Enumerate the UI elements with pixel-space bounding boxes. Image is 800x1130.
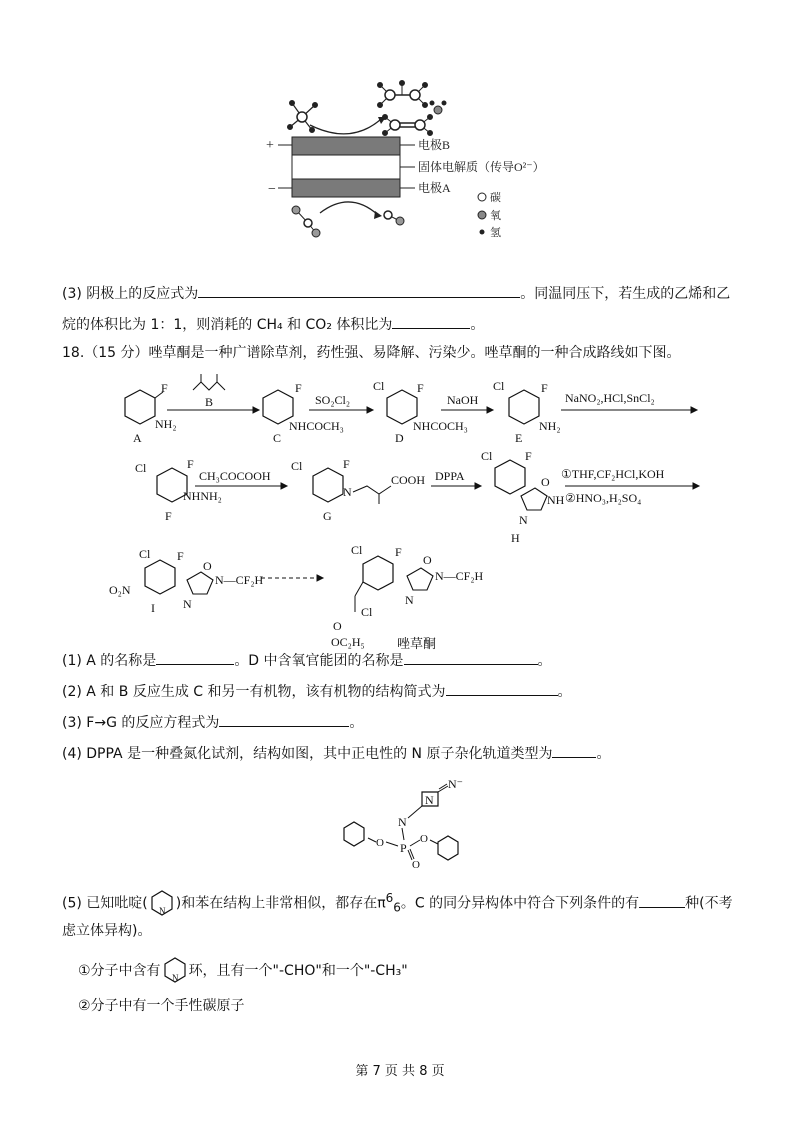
q18-4-text-b: 。 bbox=[596, 746, 611, 762]
svg-text:O: O bbox=[203, 559, 212, 573]
hydrogen-legend-icon bbox=[480, 230, 485, 235]
acetic-anhydride-icon bbox=[193, 374, 225, 390]
electrode-b-label: 电极B bbox=[418, 138, 451, 152]
svg-text:COOH: COOH bbox=[391, 473, 426, 487]
svg-text:N⁻: N⁻ bbox=[448, 777, 463, 791]
svg-text:N—CF₂H: N—CF₂H bbox=[435, 569, 484, 583]
oxygen-legend-icon bbox=[478, 211, 486, 219]
electrode-b bbox=[292, 137, 400, 155]
co-molecule-icon bbox=[384, 211, 404, 225]
reagent-step2: ②HNO₃,H₂SO₄ bbox=[565, 491, 642, 505]
svg-text:O: O bbox=[423, 553, 432, 567]
reagent-pyruvic: CH₃COCOOH bbox=[199, 469, 271, 483]
label-e: E bbox=[515, 431, 523, 445]
structure-product bbox=[331, 543, 484, 651]
q18-4 bbox=[62, 743, 610, 764]
q18-3-text-a: (3) F→G 的反应方程式为 bbox=[62, 715, 220, 731]
label-h: H bbox=[511, 531, 520, 545]
label-d: D bbox=[395, 431, 404, 445]
label-c: C bbox=[273, 431, 282, 445]
methane-molecule-icon bbox=[288, 101, 318, 133]
q17-3-text-c: 烷的体积比为 1：1，则消耗的 CH₄ 和 CO₂ 体积比为 bbox=[62, 317, 393, 333]
svg-text:NH₂: NH₂ bbox=[155, 417, 177, 431]
q18-5-line2: 虑立体异构)。 bbox=[62, 923, 152, 939]
electrolysis-figure bbox=[260, 75, 580, 245]
structure-f bbox=[135, 457, 222, 523]
answer-blank[interactable] bbox=[552, 743, 596, 758]
q18-4-text-a: (4) DPPA 是一种叠氮化试剂，结构如图，其中正电性的 N 原子杂化轨道类型为 bbox=[62, 746, 553, 762]
label-i: I bbox=[151, 601, 155, 615]
svg-text:Cl: Cl bbox=[361, 605, 373, 619]
svg-text:N: N bbox=[398, 815, 407, 829]
label-f: F bbox=[165, 509, 172, 523]
structure-d bbox=[373, 379, 468, 445]
answer-blank[interactable] bbox=[156, 650, 234, 665]
electrode-a-label: 电极A bbox=[418, 181, 451, 195]
q18-5-text-a: (5) 已知吡啶( bbox=[62, 895, 148, 912]
reagent-naoh: NaOH bbox=[447, 393, 479, 407]
q17-3-text-a: (3) 阴极上的反应式为 bbox=[62, 286, 199, 302]
svg-text:Cl: Cl bbox=[493, 379, 505, 393]
svg-text:N: N bbox=[343, 485, 352, 499]
q18-5-text-c: 。C 的同分异构体中符合下列条件的有 bbox=[400, 895, 640, 912]
svg-text:O: O bbox=[420, 833, 428, 845]
co2-molecule-icon bbox=[292, 206, 320, 237]
legend-carbon: 碳 bbox=[490, 192, 501, 204]
q18-2-text-b: 。 bbox=[557, 684, 572, 700]
svg-text:F: F bbox=[295, 381, 302, 395]
svg-text:F: F bbox=[343, 457, 350, 471]
structure-h bbox=[481, 449, 565, 545]
svg-text:Cl: Cl bbox=[139, 547, 151, 561]
answer-blank[interactable] bbox=[404, 650, 538, 665]
condition-2: ②分子中有一个手性碳原子 bbox=[78, 998, 245, 1014]
svg-text:F: F bbox=[525, 449, 532, 463]
condition-1 bbox=[78, 956, 408, 986]
svg-text:O₂N: O₂N bbox=[109, 583, 131, 597]
svg-text:P: P bbox=[400, 841, 407, 855]
q17-3-line1 bbox=[62, 283, 730, 304]
svg-text:O: O bbox=[333, 619, 342, 633]
q18-5-text-d: 种(不考 bbox=[685, 895, 733, 912]
svg-text:Cl: Cl bbox=[291, 459, 303, 473]
structure-e bbox=[493, 379, 561, 445]
answer-blank[interactable] bbox=[219, 712, 349, 727]
svg-text:O: O bbox=[541, 475, 550, 489]
label-product: 唑草酮 bbox=[397, 636, 437, 651]
svg-text:F: F bbox=[395, 545, 402, 559]
structure-a bbox=[125, 381, 177, 445]
svg-text:N: N bbox=[519, 513, 528, 527]
electrode-a bbox=[292, 179, 400, 197]
structure-i bbox=[109, 547, 264, 615]
svg-text:Cl: Cl bbox=[135, 461, 147, 475]
q18-1-text-a: (1) A 的名称是 bbox=[62, 653, 157, 669]
plus-sign: + bbox=[266, 138, 274, 153]
answer-blank[interactable] bbox=[392, 314, 470, 329]
answer-blank[interactable] bbox=[198, 283, 520, 298]
svg-text:F: F bbox=[541, 381, 548, 395]
q18-2 bbox=[62, 681, 572, 702]
svg-text:Cl: Cl bbox=[373, 379, 385, 393]
svg-text:NH₂: NH₂ bbox=[539, 419, 561, 433]
svg-text:N: N bbox=[405, 593, 414, 607]
synthesis-route bbox=[95, 368, 715, 668]
condition-1-text-b: 环，且有一个"-CHO"和一个"-CH₃" bbox=[188, 963, 408, 979]
q17-3-text-d: 。 bbox=[470, 317, 485, 333]
answer-blank[interactable] bbox=[639, 893, 685, 908]
answer-blank[interactable] bbox=[446, 681, 558, 696]
svg-text:NHCOCH₃: NHCOCH₃ bbox=[413, 419, 468, 433]
q18-1 bbox=[62, 650, 552, 671]
pyridine-icon bbox=[161, 956, 189, 986]
page-footer: 第 7 页 共 8 页 bbox=[355, 1064, 445, 1079]
carbon-legend-icon bbox=[478, 193, 486, 201]
svg-text:Cl: Cl bbox=[481, 449, 493, 463]
q18-1-text-c: 。 bbox=[537, 653, 552, 669]
pyridine-icon bbox=[148, 889, 176, 919]
q18-1-text-b: 。D 中含氧官能团的名称是 bbox=[234, 653, 404, 669]
q18-5-line1 bbox=[62, 888, 733, 919]
minus-sign: − bbox=[268, 182, 276, 197]
dppa-structure bbox=[338, 776, 468, 868]
reagent-so2cl2: SO₂Cl₂ bbox=[315, 393, 351, 407]
svg-text:F: F bbox=[187, 457, 194, 471]
pi-superscript: 6 bbox=[385, 891, 394, 905]
label-b: B bbox=[205, 395, 214, 409]
label-a: A bbox=[133, 431, 142, 445]
svg-text:OC₂H₅: OC₂H₅ bbox=[331, 635, 365, 649]
svg-text:Cl: Cl bbox=[351, 543, 363, 557]
svg-text:N—CF₂H: N—CF₂H bbox=[215, 573, 264, 587]
svg-text:NHNH₂: NHNH₂ bbox=[183, 489, 222, 503]
label-g: G bbox=[323, 509, 332, 523]
q18-3 bbox=[62, 712, 363, 733]
reagent-step1: ①THF,CF₂HCl,KOH bbox=[561, 467, 665, 481]
q17-3-line2 bbox=[62, 314, 484, 335]
svg-text:N: N bbox=[158, 905, 166, 916]
electrolyte-label: 固体电解质（传导O²⁻） bbox=[418, 160, 545, 174]
q18-5-text-b: )和苯在结构上非常相似，都存在π bbox=[175, 895, 386, 912]
svg-text:N: N bbox=[425, 793, 434, 807]
q18-3-text-b: 。 bbox=[349, 715, 364, 731]
reagent-dppa: DPPA bbox=[435, 469, 465, 483]
svg-text:F: F bbox=[417, 381, 424, 395]
svg-text:F: F bbox=[177, 549, 184, 563]
reagent-nano2: NaNO₂,HCl,SnCl₂ bbox=[565, 391, 655, 405]
q17-3-text-b: 。同温同压下，若生成的乙烯和乙 bbox=[520, 286, 731, 302]
svg-text:N: N bbox=[183, 597, 192, 611]
svg-text:NHCOCH₃: NHCOCH₃ bbox=[289, 419, 344, 433]
solid-electrolyte bbox=[292, 155, 400, 179]
svg-text:N: N bbox=[171, 973, 179, 983]
svg-text:O: O bbox=[376, 837, 384, 849]
svg-text:F: F bbox=[161, 381, 168, 395]
svg-text:O: O bbox=[412, 859, 420, 868]
ethylene-ethane-molecules-icon bbox=[378, 81, 447, 136]
legend-hydrogen: 氢 bbox=[490, 227, 501, 239]
legend-oxygen: 氧 bbox=[490, 210, 501, 222]
structure-c bbox=[263, 381, 344, 445]
q18-intro: 18.（15 分）唑草酮是一种广谱除草剂，药性强、易降解、污染少。唑草酮的一种合成路线如下图。 bbox=[62, 345, 681, 361]
q18-2-text-a: (2) A 和 B 反应生成 C 和另一有机物，该有机物的结构简式为 bbox=[62, 684, 446, 700]
pi-subscript: 6 bbox=[393, 900, 401, 915]
structure-g bbox=[291, 457, 425, 523]
svg-text:NH: NH bbox=[547, 493, 565, 507]
condition-1-text-a: ①分子中含有 bbox=[78, 963, 161, 979]
